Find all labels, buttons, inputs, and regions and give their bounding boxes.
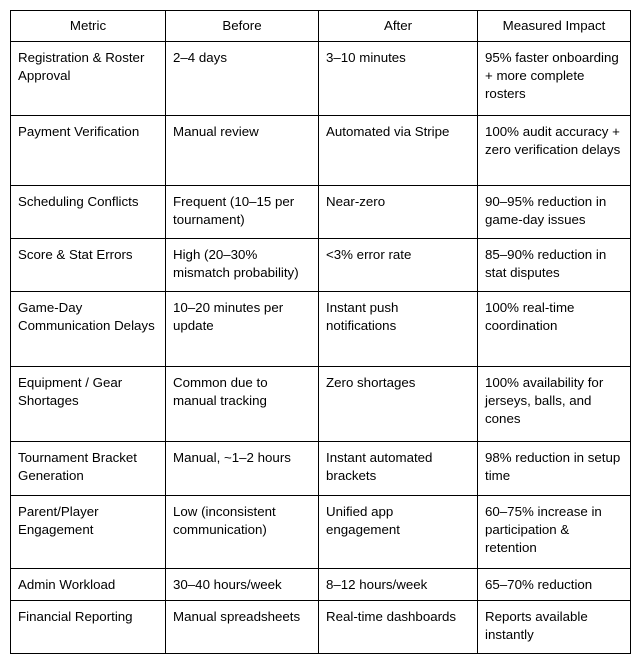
table-row: [11, 186, 631, 239]
table-header-row: [11, 11, 631, 42]
cell-metric: Financial Reporting: [11, 601, 166, 654]
cell-after: Zero shortages: [319, 367, 478, 442]
cell-impact: 95% faster onboarding + more complete rosters: [478, 42, 631, 116]
table-row: [11, 601, 631, 654]
cell-impact: 100% availability for jerseys, balls, and cones: [478, 367, 631, 442]
cell-metric: Tournament Bracket Generation: [11, 442, 166, 496]
table-row: [11, 496, 631, 569]
cell-metric: Parent/Player Engagement: [11, 496, 166, 569]
cell-before: Manual review: [166, 116, 319, 186]
cell-before: Manual spreadsheets: [166, 601, 319, 654]
cell-impact: 65–70% reduction: [478, 569, 631, 601]
table-row: [11, 116, 631, 186]
cell-impact: 85–90% reduction in stat disputes: [478, 239, 631, 292]
cell-metric: Registration & Roster Approval: [11, 42, 166, 116]
cell-before: High (20–30% mismatch probability): [166, 239, 319, 292]
cell-impact: 100% audit accuracy + zero verification delays: [478, 116, 631, 186]
cell-after: Instant push notifications: [319, 292, 478, 367]
comparison-table: [10, 10, 631, 654]
table-row: [11, 442, 631, 496]
cell-before: Common due to manual tracking: [166, 367, 319, 442]
table-row: [11, 292, 631, 367]
table-row: [11, 42, 631, 116]
column-header-metric: Metric: [11, 11, 166, 42]
cell-after: <3% error rate: [319, 239, 478, 292]
cell-after: Real-time dashboards: [319, 601, 478, 654]
cell-impact: 90–95% reduction in game-day issues: [478, 186, 631, 239]
cell-before: Manual, ~1–2 hours: [166, 442, 319, 496]
table-row: [11, 367, 631, 442]
cell-impact: 100% real-time coordination: [478, 292, 631, 367]
cell-metric: Game-Day Communication Delays: [11, 292, 166, 367]
column-header-measured-impact: Measured Impact: [478, 11, 631, 42]
cell-before: 10–20 minutes per update: [166, 292, 319, 367]
table-row: [11, 569, 631, 601]
cell-metric: Scheduling Conflicts: [11, 186, 166, 239]
column-header-before: Before: [166, 11, 319, 42]
cell-after: Automated via Stripe: [319, 116, 478, 186]
cell-after: Instant automated brackets: [319, 442, 478, 496]
cell-impact: 60–75% increase in participation & retention: [478, 496, 631, 569]
cell-after: 8–12 hours/week: [319, 569, 478, 601]
cell-after: Near-zero: [319, 186, 478, 239]
cell-after: Unified app engagement: [319, 496, 478, 569]
cell-metric: Payment Verification: [11, 116, 166, 186]
cell-before: Frequent (10–15 per tournament): [166, 186, 319, 239]
cell-before: 30–40 hours/week: [166, 569, 319, 601]
table-row: [11, 239, 631, 292]
cell-impact: Reports available instantly: [478, 601, 631, 654]
cell-impact: 98% reduction in setup time: [478, 442, 631, 496]
cell-metric: Score & Stat Errors: [11, 239, 166, 292]
column-header-after: After: [319, 11, 478, 42]
cell-metric: Admin Workload: [11, 569, 166, 601]
cell-before: Low (inconsistent communication): [166, 496, 319, 569]
cell-metric: Equipment / Gear Shortages: [11, 367, 166, 442]
cell-before: 2–4 days: [166, 42, 319, 116]
cell-after: 3–10 minutes: [319, 42, 478, 116]
